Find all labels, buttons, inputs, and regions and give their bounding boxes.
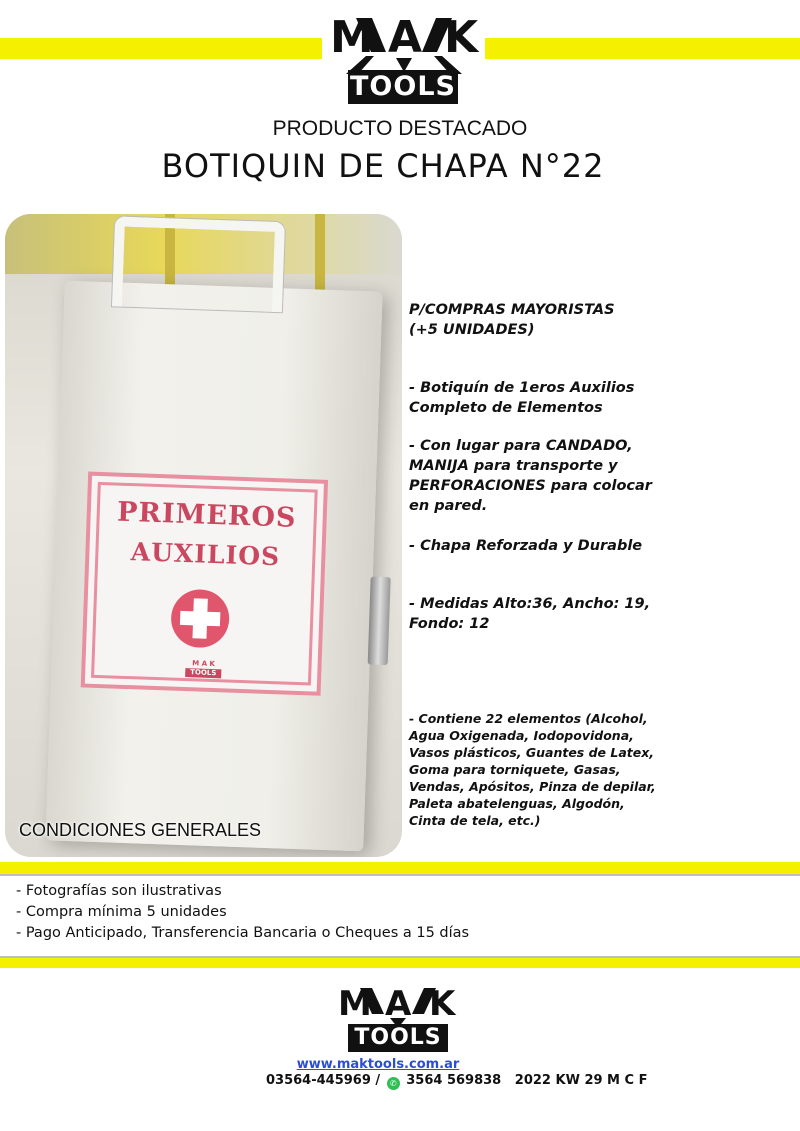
page-subtitle: PRODUCTO DESTACADO bbox=[272, 117, 528, 140]
spec-contents-line: Agua Oxigenada, Iodopovidona, bbox=[409, 728, 634, 743]
spec-contents-line: Paleta abatelenguas, Algodón, bbox=[409, 796, 625, 811]
condition-item: - Compra mínima 5 unidades bbox=[16, 904, 227, 920]
mid-yellow-bar bbox=[0, 862, 800, 874]
first-aid-box bbox=[45, 281, 382, 852]
label-mini-logo bbox=[185, 659, 222, 678]
bottom-yellow-bar bbox=[0, 958, 800, 968]
footer-logo-letter-a: A bbox=[385, 984, 412, 1024]
condition-item: - Fotografías son ilustrativas bbox=[16, 883, 222, 899]
spec-item-features bbox=[409, 436, 699, 516]
conditions-list bbox=[16, 881, 469, 944]
reference-code: 2022 KW 29 M C F bbox=[514, 1073, 648, 1088]
spec-contents-line: Goma para torniquete, Gasas, bbox=[409, 762, 621, 777]
logo-tools: TOOLS bbox=[348, 70, 458, 104]
page-title: BOTIQUIN DE CHAPA N°22 bbox=[161, 147, 605, 185]
footer-logo-letter-k: K bbox=[429, 984, 456, 1024]
mini-logo-tools: TOOLS bbox=[185, 668, 221, 678]
spec-line: Completo de Elementos bbox=[409, 400, 603, 416]
footer-logo bbox=[336, 984, 460, 1054]
label-text-auxilios: AUXILIOS bbox=[130, 537, 281, 572]
contact-line bbox=[266, 1073, 647, 1090]
spec-contents-line: Vendas, Apósitos, Pinza de depilar, bbox=[409, 779, 656, 794]
condition-item: - Pago Anticipado, Transferencia Bancaria o Cheques a 15 días bbox=[16, 925, 470, 941]
box-latch bbox=[368, 576, 391, 665]
website-link[interactable]: www.maktools.com.ar bbox=[296, 1057, 460, 1072]
spec-wholesale bbox=[409, 300, 699, 340]
mini-logo-mak: M A K bbox=[192, 659, 216, 669]
whatsapp-icon: ✆ bbox=[387, 1077, 400, 1090]
spec-line: en pared. bbox=[409, 498, 488, 514]
header-logo bbox=[326, 12, 482, 112]
box-label bbox=[81, 472, 328, 696]
spec-item-contents bbox=[409, 710, 699, 829]
logo-letter-a: A bbox=[388, 12, 423, 63]
mid-gray-line bbox=[0, 874, 800, 876]
spec-contents-line: - Contiene 22 elementos (Alcohol, bbox=[409, 711, 648, 726]
spec-item-dimensions bbox=[409, 594, 699, 634]
phone-landline: 03564-445969 / bbox=[266, 1073, 381, 1088]
spec-line: MANIJA para transporte y bbox=[409, 458, 618, 474]
spec-contents-line: Cinta de tela, etc.) bbox=[409, 813, 541, 828]
phone-whatsapp: 3564 569838 bbox=[406, 1073, 502, 1088]
spec-line: PERFORACIONES para colocar bbox=[409, 478, 652, 494]
spec-line: - Con lugar para CANDADO, bbox=[409, 438, 633, 454]
product-photo bbox=[5, 214, 402, 857]
spec-line: - Botiquín de 1eros Auxilios bbox=[409, 380, 635, 396]
footer-logo-letter-m: M bbox=[338, 984, 372, 1024]
spec-contents-line: Vasos plásticos, Guantes de Latex, bbox=[409, 745, 655, 760]
conditions-title: CONDICIONES GENERALES bbox=[19, 820, 262, 840]
spec-line: - Medidas Alto:36, Ancho: 19, bbox=[409, 596, 651, 612]
spec-item-complete bbox=[409, 378, 699, 418]
box-handle bbox=[112, 216, 285, 312]
logo-letter-k: K bbox=[444, 12, 479, 63]
spec-item-material bbox=[409, 536, 699, 556]
spec-wholesale-line: P/COMPRAS MAYORISTAS bbox=[409, 302, 615, 318]
footer-logo-tools: TOOLS bbox=[348, 1024, 448, 1052]
header-yellow-bar-left bbox=[0, 38, 322, 59]
logo-letter-m: M bbox=[330, 12, 374, 63]
spec-wholesale-line: (+5 UNIDADES) bbox=[409, 322, 535, 338]
header-yellow-bar-right bbox=[485, 38, 800, 59]
spec-line: - Chapa Reforzada y Durable bbox=[409, 538, 643, 554]
label-text-primeros: PRIMEROS bbox=[116, 496, 297, 534]
spec-line: Fondo: 12 bbox=[409, 616, 490, 632]
